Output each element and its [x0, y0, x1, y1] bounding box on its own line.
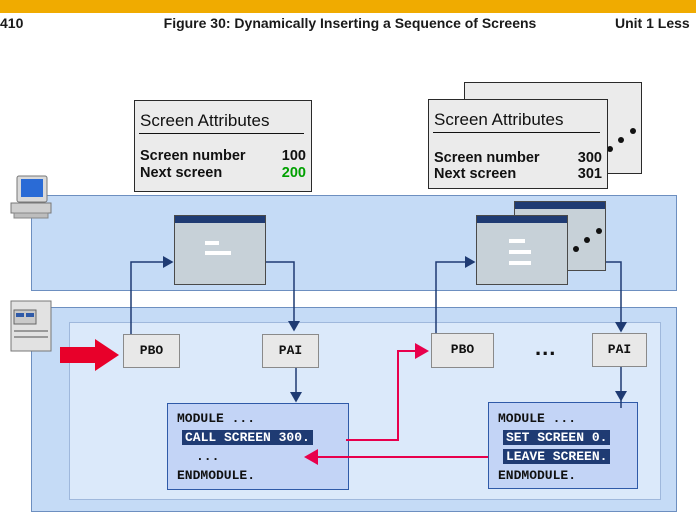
pbo-block-100: PBO — [123, 334, 180, 368]
pbo-to-window-arrow — [131, 262, 172, 334]
call-screen-arrow — [346, 351, 427, 440]
screen-number-value: 300 — [577, 150, 602, 166]
next-screen-label: Next screen — [140, 165, 223, 181]
pbo-block-300: PBO — [431, 333, 494, 368]
window-to-pai-arrow — [266, 262, 294, 330]
call-screen-statement: CALL SCREEN 300. — [182, 430, 313, 445]
next-screen-label: Next screen — [434, 166, 517, 182]
start-arrow-icon — [60, 339, 119, 371]
screen-number-label: Screen number — [434, 150, 540, 166]
code-line: MODULE ... — [498, 411, 577, 426]
set-screen-statement: SET SCREEN 0. — [503, 430, 610, 445]
unit-label: Unit 1 Less — [615, 15, 690, 31]
code-line: ENDMODULE. — [177, 468, 256, 483]
attr-title: Screen Attributes — [434, 110, 564, 129]
next-screen-value: 200 — [281, 165, 306, 181]
server-icon — [11, 301, 51, 351]
next-screen-value: 301 — [577, 166, 602, 182]
code-line: ... — [196, 449, 220, 464]
page-number: 410 — [0, 15, 24, 31]
screen-number-label: Screen number — [140, 148, 246, 164]
pai-block-300: PAI — [592, 333, 647, 367]
screen-number-value: 100 — [281, 148, 306, 164]
figure-title: Figure 30: Dynamically Inserting a Sequence of Screens — [163, 15, 537, 31]
code-line: MODULE ... — [177, 411, 256, 426]
window-to-pai-arrow-300 — [606, 262, 621, 331]
attr-title: Screen Attributes — [140, 111, 270, 130]
pbo-to-window-arrow-300 — [436, 262, 474, 333]
code-line: ENDMODULE. — [498, 468, 577, 483]
leave-screen-statement: LEAVE SCREEN. — [503, 449, 610, 464]
pai-block-100: PAI — [262, 334, 319, 368]
workstation-icon — [11, 176, 51, 218]
ellipsis: ... — [535, 335, 557, 360]
